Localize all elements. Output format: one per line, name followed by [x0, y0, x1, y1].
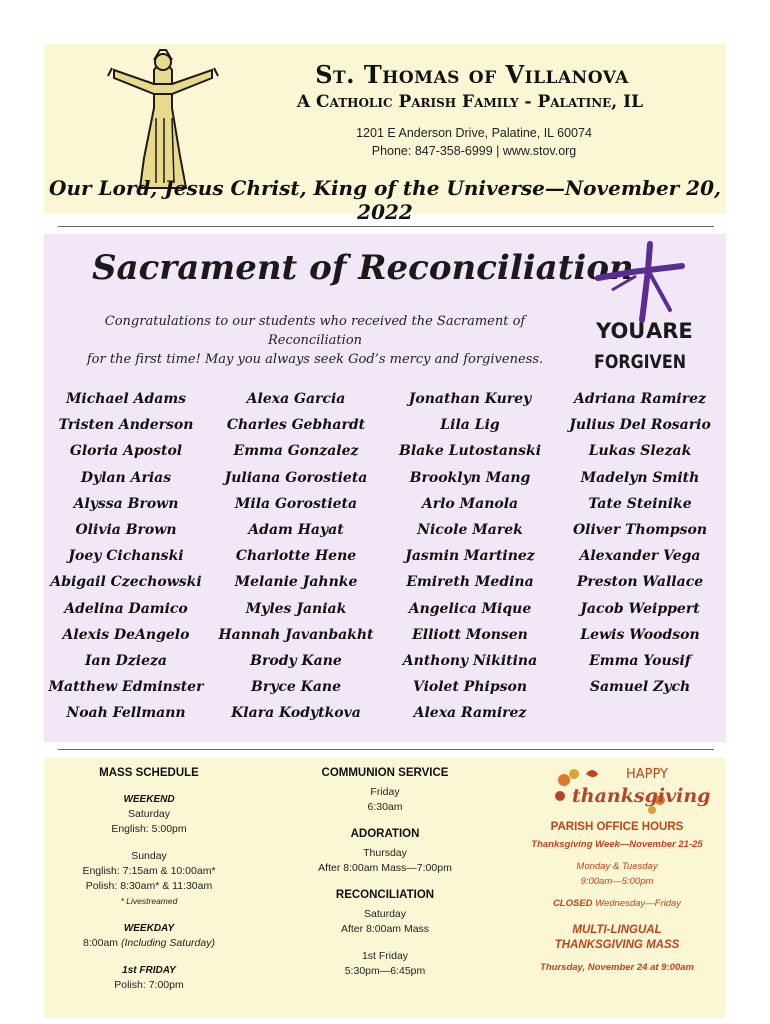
multilingual-line-2: THANKSGIVING MASS: [554, 939, 680, 951]
you-are-forgiven-graphic: [592, 240, 693, 374]
name-item: Madelyn Smith: [580, 469, 700, 486]
name-item: Julius Del Rosario: [569, 417, 711, 434]
name-item: Brody Kane: [250, 653, 342, 670]
name-item: Arlo Manola: [421, 495, 519, 512]
weekday-schedule: [64, 936, 234, 951]
name-item: Jasmin Martinez: [405, 548, 535, 565]
name-item: Bryce Kane: [251, 679, 341, 696]
name-item: Lewis Woodson: [580, 626, 700, 643]
congrats-line-1: Congratulations to our students who received the Sacrament of Reconciliation: [104, 314, 526, 348]
closed-label: CLOSED: [552, 898, 593, 909]
schedule-section: [44, 758, 726, 1018]
first-friday-recon-label: 1st Friday: [361, 950, 409, 962]
name-item: Myles Janiak: [245, 600, 347, 617]
first-friday-label: 1st FRIDAY: [122, 965, 176, 976]
name-item: Ian Dzieza: [84, 653, 167, 670]
name-item: Tristen Anderson: [58, 417, 194, 434]
name-item: Joey Cichanski: [68, 548, 184, 565]
first-friday-recon-time: 5:30pm—6:45pm: [344, 965, 426, 977]
reconciliation-congrats: [66, 312, 564, 369]
name-item: Anthony Nikitina: [402, 653, 538, 670]
name-item: Juliana Gorostieta: [224, 469, 368, 486]
thanksgiving-week-label: Thanksgiving Week—November 21-25: [531, 839, 703, 850]
reconciliation-day: Saturday: [363, 908, 407, 920]
divider: [58, 749, 714, 750]
name-item: Alexis DeAngelo: [62, 626, 190, 643]
name-item: Emma Gonzalez: [233, 443, 359, 460]
name-item: Noah Fellmann: [66, 705, 186, 722]
graphic-happy: HAPPY: [626, 767, 669, 782]
communion-adoration-reconciliation: [290, 766, 480, 979]
name-item: Gloria Apostol: [69, 443, 183, 460]
name-item: Dylan Arias: [80, 469, 172, 486]
name-item: Preston Wallace: [576, 574, 704, 591]
name-item: Emireth Medina: [406, 574, 534, 591]
reconciliation-time: After 8:00am Mass: [340, 923, 430, 935]
graphic-forgiven: FORGIVEN: [594, 351, 686, 373]
name-item: Charlotte Hene: [235, 548, 357, 565]
sunday-english: English: 7:15am & 10:00am*: [82, 865, 216, 877]
graphic-are: ARE: [646, 319, 693, 343]
sunday-polish: Polish: 8:30am* & 11:30am: [85, 880, 213, 892]
reconciliation-title: Sacrament of Reconciliation: [92, 248, 634, 288]
parish-contact: Phone: 847-358-6999 | www.stov.org: [371, 144, 577, 158]
names-column-2: [216, 386, 376, 727]
communion-time: 6:30am: [367, 801, 403, 813]
mass-schedule: [64, 766, 234, 993]
name-item: Michael Adams: [65, 391, 187, 407]
name-item: Emma Yousif: [589, 653, 691, 670]
name-item: Charles Gebhardt: [226, 417, 366, 434]
name-item: Samuel Zych: [589, 679, 691, 696]
name-item: Brooklyn Mang: [409, 469, 531, 486]
name-item: Alyssa Brown: [73, 495, 179, 512]
saturday-label: Saturday: [127, 808, 171, 820]
office-hours: 9:00am—5:00pm: [580, 876, 654, 887]
name-item: Abigail Czechowski: [50, 574, 202, 591]
divider: [58, 226, 714, 227]
closed-note: [522, 896, 712, 911]
weekend-label: WEEKEND: [123, 794, 175, 805]
name-item: Oliver Thompson: [572, 522, 708, 539]
multilingual-line-1: MULTI-LINGUAL: [572, 924, 662, 936]
name-item: Adriana Ramirez: [574, 391, 706, 407]
adoration-heading: ADORATION: [350, 828, 420, 840]
names-column-3: [390, 386, 550, 727]
parish-name: St. Thomas of Villanova: [315, 60, 629, 89]
parish-address: 1201 E Anderson Drive, Palatine, IL 60074: [356, 126, 592, 140]
name-item: Lukas Slezak: [588, 443, 692, 460]
graphic-thanksgiving: thanksgiving: [572, 785, 711, 807]
graphic-you: YOU: [596, 319, 646, 343]
weekday-time: 8:00am: [83, 937, 119, 949]
office-hours-heading: PARISH OFFICE HOURS: [550, 821, 684, 833]
name-item: Nicole Marek: [417, 522, 523, 539]
sunday-label: Sunday: [131, 850, 167, 862]
parish-header: [44, 44, 726, 224]
name-item: Elliott Monsen: [412, 626, 528, 643]
name-item: Mila Gorostieta: [234, 495, 358, 512]
reconciliation-section: [44, 234, 726, 742]
name-item: Alexa Garcia: [246, 391, 346, 407]
name-item: Violet Phipson: [412, 679, 528, 696]
name-item: Hannah Javanbakht: [218, 626, 374, 643]
closed-days: Wednesday—Friday: [595, 898, 682, 909]
name-item: Jonathan Kurey: [408, 391, 532, 407]
communion-heading: COMMUNION SERVICE: [321, 767, 449, 779]
saturday-english: English: 5:00pm: [111, 823, 187, 835]
name-item: Matthew Edminster: [48, 679, 204, 696]
name-item: Alexa Ramirez: [413, 705, 527, 722]
sunday-title: Our Lord, Jesus Christ, King of the Universe—November 20, 2022: [49, 176, 721, 224]
name-item: Tate Steinike: [588, 495, 692, 512]
name-item: Blake Lutostanski: [398, 443, 542, 460]
multilingual-date: Thursday, November 24 at 9:00am: [540, 962, 694, 973]
reconciliation-heading: RECONCILIATION: [335, 889, 435, 901]
name-item: Adam Hayat: [248, 522, 344, 539]
name-item: Melanie Jahnke: [234, 574, 358, 591]
communion-day: Friday: [370, 786, 400, 798]
name-item: Klara Kodytkova: [231, 705, 361, 722]
adoration-day: Thursday: [363, 847, 407, 859]
names-column-4: [560, 386, 720, 700]
name-item: Jacob Weippert: [580, 600, 700, 617]
name-item: Olivia Brown: [75, 522, 177, 539]
name-item: Angelica Mique: [408, 600, 532, 617]
weekday-note: (Including Saturday): [120, 937, 215, 949]
adoration-time: After 8:00am Mass—7:00pm: [318, 862, 452, 874]
parish-office-hours: [522, 820, 712, 975]
name-item: Lila Lig: [440, 417, 500, 434]
name-item: Adelina Damico: [64, 600, 188, 617]
first-friday-time: Polish: 7:00pm: [114, 979, 184, 991]
livestream-note: * Livestreamed: [120, 896, 178, 906]
weekday-label: WEEKDAY: [123, 923, 175, 934]
mass-schedule-heading: MASS SCHEDULE: [99, 767, 199, 779]
parish-subtitle: A Catholic Parish Family - Palatine, IL: [296, 92, 644, 112]
office-days: Monday & Tuesday: [576, 861, 658, 872]
name-item: Alexander Vega: [579, 548, 701, 565]
names-column-1: [46, 386, 206, 727]
happy-thanksgiving-graphic: [552, 760, 711, 820]
congrats-line-2: for the first time! May you always seek God’s mercy and forgiveness.: [86, 352, 544, 367]
